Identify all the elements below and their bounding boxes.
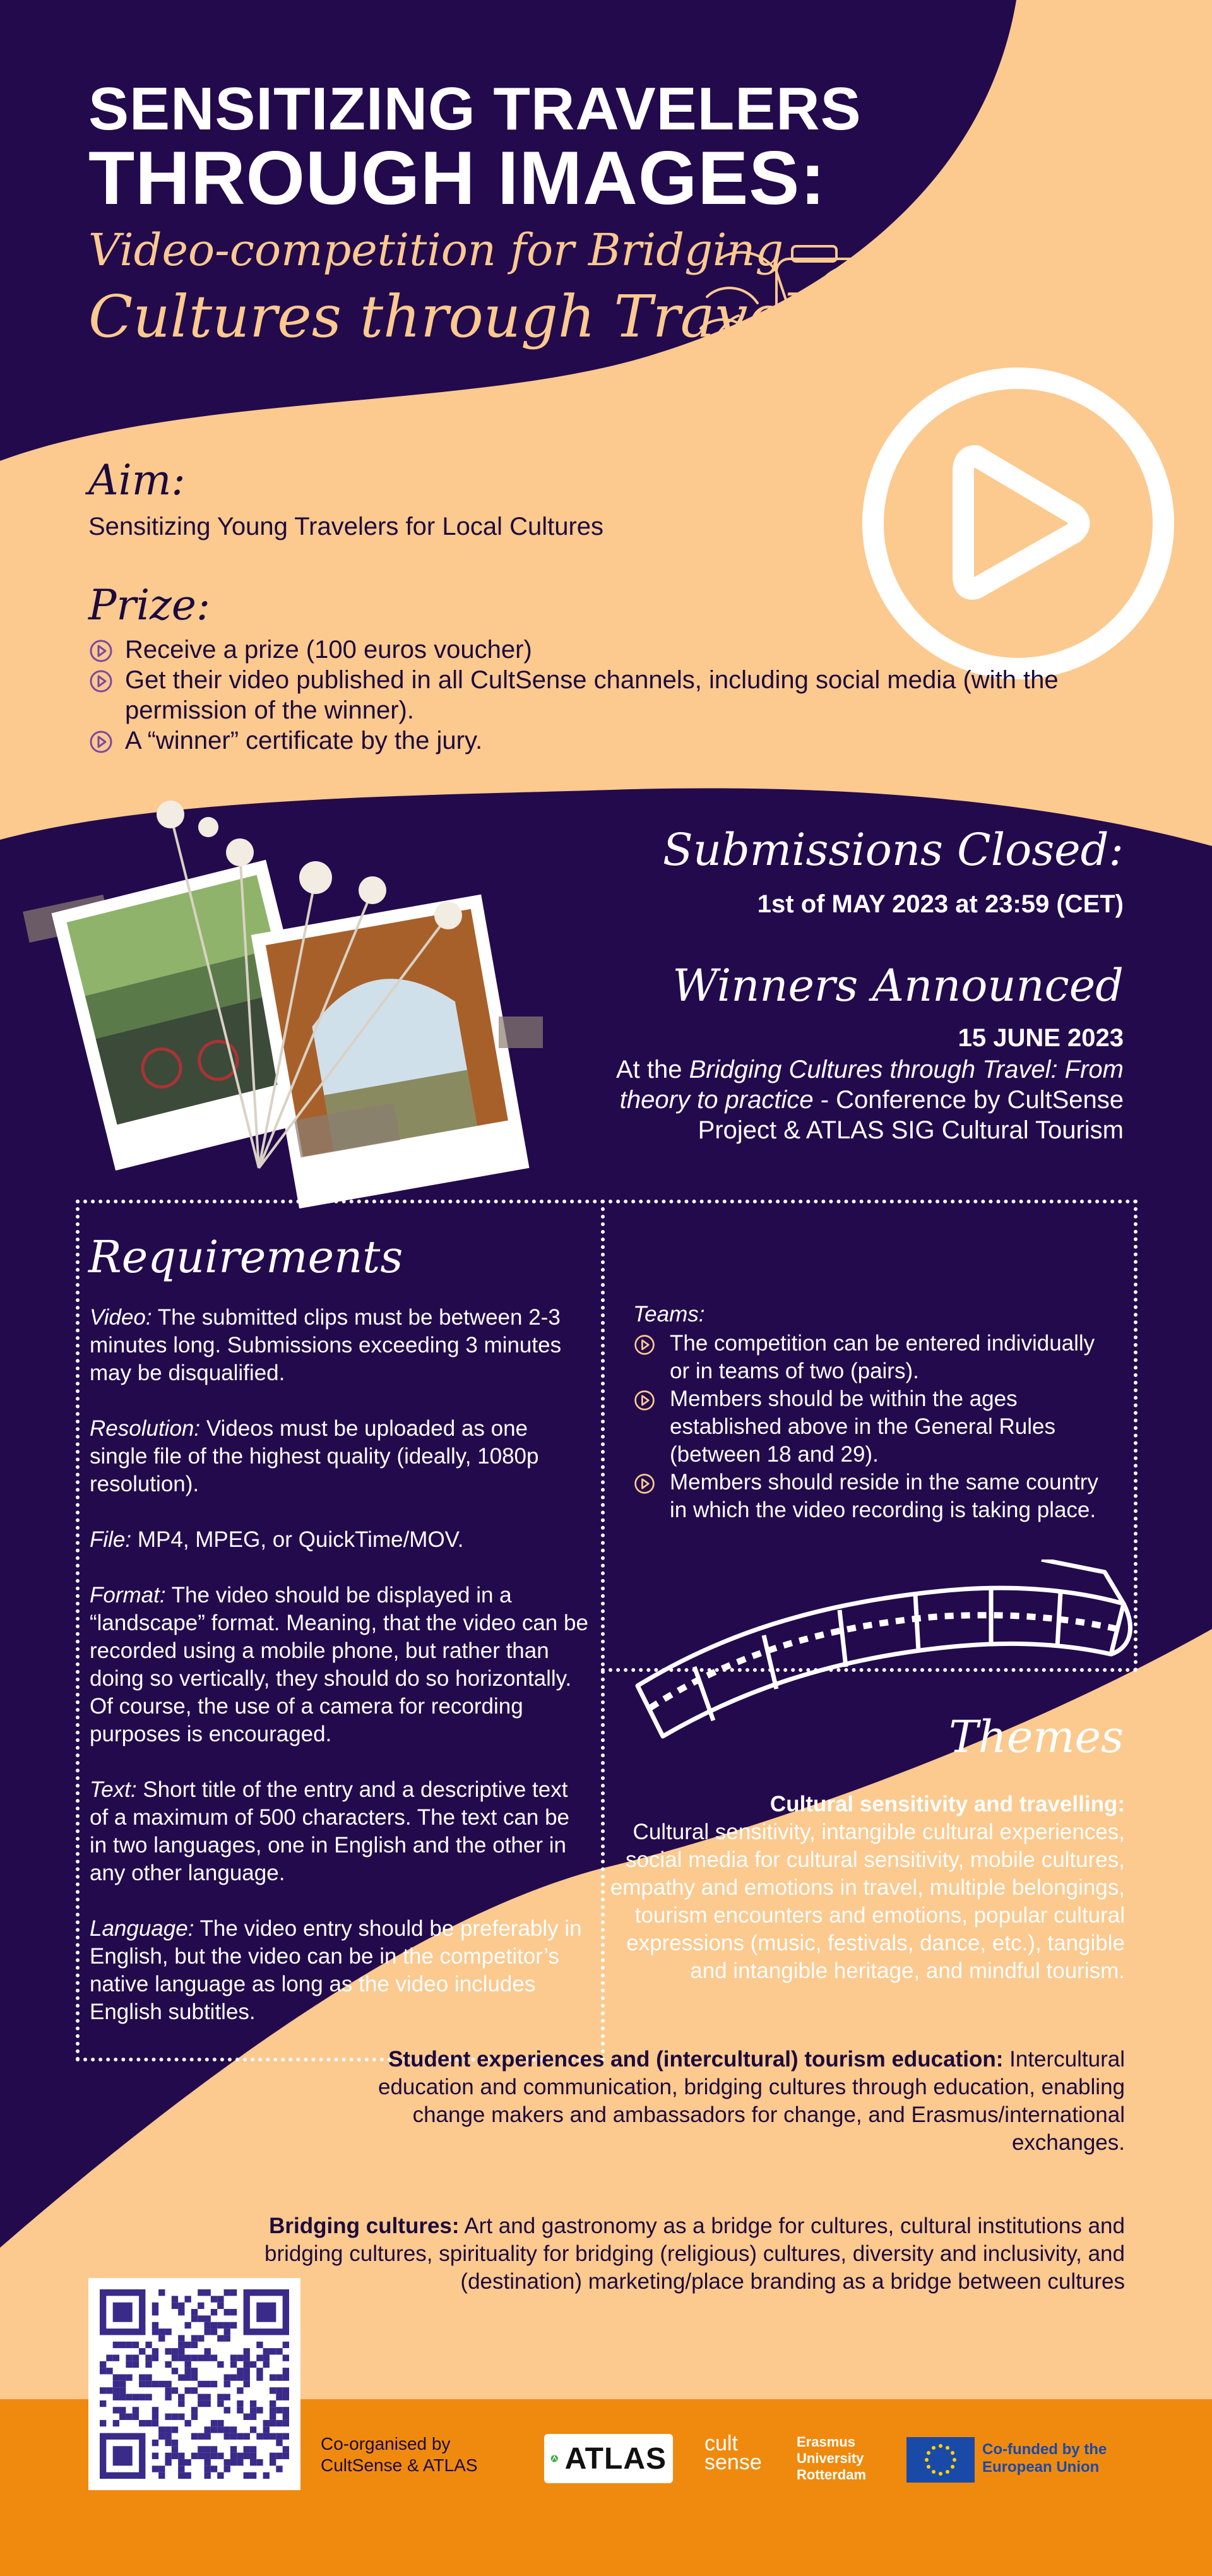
submissions-heading: Submissions Closed:: [662, 824, 1124, 876]
prize-item: [88, 665, 1111, 725]
requirement-label: Format:: [90, 1583, 166, 1607]
requirement-label: Text:: [90, 1777, 137, 1802]
erasmus-logo: Erasmus University Rotterdam: [797, 2434, 867, 2483]
requirement-text: Videos must be uploaded as one single file of the highest quality (ideally, 1080p resolution).: [90, 1416, 539, 1496]
title-line-2: THROUGH IMAGES:: [88, 136, 826, 220]
requirement-text: The video entry should be preferably in English, but the video can be in the competitor’s native language as long as the video includes English subtitles.: [90, 1916, 582, 2024]
play-bullet-icon: [633, 1389, 656, 1412]
teams-item: [633, 1385, 1100, 1469]
aim-text: Sensitizing Young Travelers for Local Cultures: [88, 513, 604, 540]
requirement-item: [90, 1915, 588, 2026]
teams-list: [633, 1330, 1100, 1524]
qr-code[interactable]: [88, 2278, 300, 2490]
prize-heading: Prize:: [88, 581, 211, 629]
themes-heading: Themes: [949, 1711, 1124, 1763]
play-bullet-icon: [633, 1472, 656, 1495]
prize-item: [88, 635, 1111, 665]
theme-title: Student experiences and (intercultural) tourism education:: [388, 2047, 1004, 2072]
eu-funding-text: Co-funded by the European Union: [982, 2441, 1107, 2476]
requirement-label: File:: [90, 1527, 132, 1552]
qr-code-pattern: [100, 2289, 289, 2479]
requirements-body: [90, 1304, 588, 2054]
requirement-label: Language:: [90, 1916, 194, 1941]
winners-text-suffix: - Conference by CultSense Project & ATLAS SIG Cultural Tourism: [698, 1086, 1124, 1144]
winners-conference-name: Bridging Cultures through Travel: From theory to practice: [619, 1056, 1124, 1114]
requirement-item: [90, 1304, 588, 1387]
requirement-item: [90, 1526, 588, 1554]
aim-heading: Aim:: [88, 456, 186, 504]
theme-bridging-cultures: [241, 2212, 1125, 2296]
winners-text: [556, 1054, 1124, 1145]
requirement-text: MP4, MPEG, or QuickTime/MOV.: [131, 1527, 464, 1552]
teams-item: [633, 1330, 1100, 1385]
prize-item: [88, 725, 1111, 756]
theme-cultural-sensitivity: [607, 1791, 1125, 1985]
subtitle-line-1: Video-competition for Bridging: [88, 224, 784, 276]
play-bullet-icon: [633, 1333, 656, 1356]
requirement-item: [90, 1415, 588, 1498]
prize-list: [88, 635, 1111, 756]
winners-heading: Winners Announced: [672, 960, 1124, 1011]
atlas-logo-icon: [550, 2443, 559, 2474]
subtitle-line-2: Cultures through Travel: [88, 283, 801, 350]
prize-item-text: Receive a prize (100 euros voucher): [125, 636, 532, 664]
theme-text: Cultural sensitivity, intangible cultural experiences, social media for cultural sensitivity, mobile cultures, empathy and emotions in travel, multiple belongings, tourism encounters and emotions, popular cultural expressions (music, festivals, dance, etc.), tangible and intangible heritage, and mindful tourism.: [610, 1820, 1125, 1983]
play-bullet-icon: [88, 669, 114, 694]
teams-label: Teams:: [633, 1302, 705, 1327]
play-bullet-icon: [88, 729, 114, 754]
requirement-item: [90, 1582, 588, 1748]
teams-item-text: Members should be within the ages established above in the General Rules (between 18 and 29).: [670, 1386, 1055, 1467]
requirement-label: Video:: [90, 1305, 152, 1330]
play-bullet-icon: [88, 638, 114, 664]
prize-item-text: A “winner” certificate by the jury.: [125, 727, 483, 754]
winners-date: 15 JUNE 2023: [958, 1024, 1124, 1052]
atlas-logo: [544, 2434, 673, 2483]
atlas-logo-text: ATLAS: [564, 2442, 667, 2476]
winners-text-prefix: At the: [615, 1056, 689, 1083]
cultsense-logo: cult sense: [704, 2431, 762, 2474]
teams-item: [633, 1469, 1100, 1524]
teams-item-text: The competition can be entered individually or in teams of two (pairs).: [670, 1331, 1095, 1383]
title-line-1: SENSITIZING TRAVELERS: [88, 75, 862, 143]
requirements-heading: Requirements: [88, 1231, 403, 1283]
coorganised-text: Co-organised by CultSense & ATLAS: [321, 2434, 478, 2475]
prize-item-text: Get their video published in all CultSense channels, including social media (with the permission of the winner).: [125, 666, 1059, 724]
requirement-label: Resolution:: [90, 1416, 201, 1441]
eu-flag-icon: [906, 2437, 975, 2483]
theme-text: Intercultural education and communication, bridging cultures through education, enabling change makers and ambassadors for change, and Erasmus/international exchanges.: [377, 2047, 1125, 2155]
requirement-item: [90, 1776, 588, 1887]
requirement-text: Short title of the entry and a descriptive text of a maximum of 500 characters. The text can be in two languages, one in English and the other in any other language.: [90, 1777, 570, 1885]
requirement-text: The submitted clips must be between 2-3 minutes long. Submissions exceeding 3 minutes may be disqualified.: [90, 1305, 562, 1385]
theme-title: Bridging cultures:: [269, 2214, 460, 2238]
requirement-text: The video should be displayed in a “landscape” format. Meaning, that the video can be recorded using a mobile phone, but rather than doing so vertically, they should do so horizontally. Of course, the use of a camera for recording purposes is encouraged.: [90, 1583, 588, 1746]
theme-title: Cultural sensitivity and travelling:: [769, 1792, 1125, 1816]
photo-collage: [19, 789, 587, 1219]
theme-student-experiences: [355, 2046, 1125, 2157]
submissions-date: 1st of MAY 2023 at 23:59 (CET): [757, 890, 1124, 918]
theme-text: Art and gastronomy as a bridge for cultures, cultural institutions and bridging cultures, spirituality for bridging (religious) cultures, diversity and inclusivity, and (destination) marketing/place branding as a bridge between cultures: [264, 2214, 1125, 2294]
teams-item-text: Members should reside in the same country in which the video recording is taking place.: [670, 1470, 1098, 1522]
